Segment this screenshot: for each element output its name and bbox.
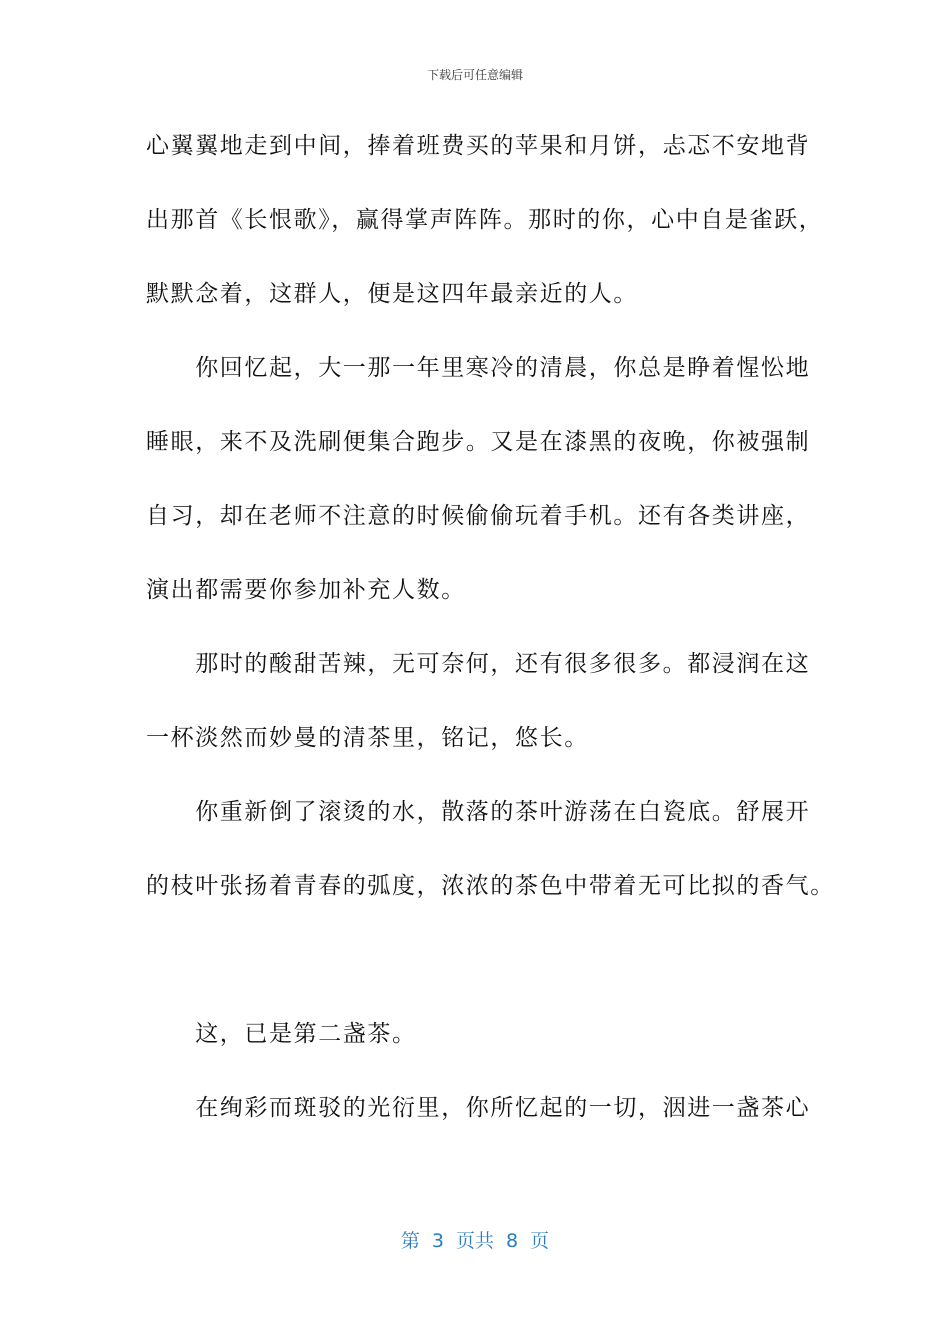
body-line: 这，已是第二盏茶。 [146, 1021, 417, 1047]
body-line: 自习，却在老师不注意的时候偷偷玩着手机。还有各类讲座， [146, 503, 811, 529]
body-line: 的枝叶张扬着青春的弧度，浓浓的茶色中带着无可比拟的香气。 [146, 873, 835, 899]
body-line: 你回忆起，大一那一年里寒冷的清晨，你总是睁着惺忪地 [146, 355, 811, 381]
body-line: 心翼翼地走到中间，捧着班费买的苹果和月饼，忐忑不安地背 [146, 133, 811, 159]
body-line: 那时的酸甜苦辣，无可奈何，还有很多很多。都浸润在这 [146, 651, 811, 677]
body-line: 你重新倒了滚烫的水，散落的茶叶游荡在白瓷底。舒展开 [146, 799, 811, 825]
page-number-footer: 第 3 页共 8 页 [400, 1230, 550, 1252]
body-line: 出那首《长恨歌》，赢得掌声阵阵。那时的你，心中自是雀跃， [146, 207, 824, 233]
body-line: 演出都需要你参加补充人数。 [146, 577, 466, 603]
page-header: 下载后可任意编辑 [426, 68, 523, 82]
body-line: 睡眼，来不及洗刷便集合跑步。又是在漆黑的夜晚，你被强制 [146, 429, 811, 455]
body-line: 默默念着，这群人，便是这四年最亲近的人。 [146, 281, 638, 307]
body-line: 在绚彩而斑驳的光衍里，你所忆起的一切，洇进一盏茶心 [146, 1095, 811, 1121]
body-line: 一杯淡然而妙曼的清茶里，铭记，悠长。 [146, 725, 589, 751]
